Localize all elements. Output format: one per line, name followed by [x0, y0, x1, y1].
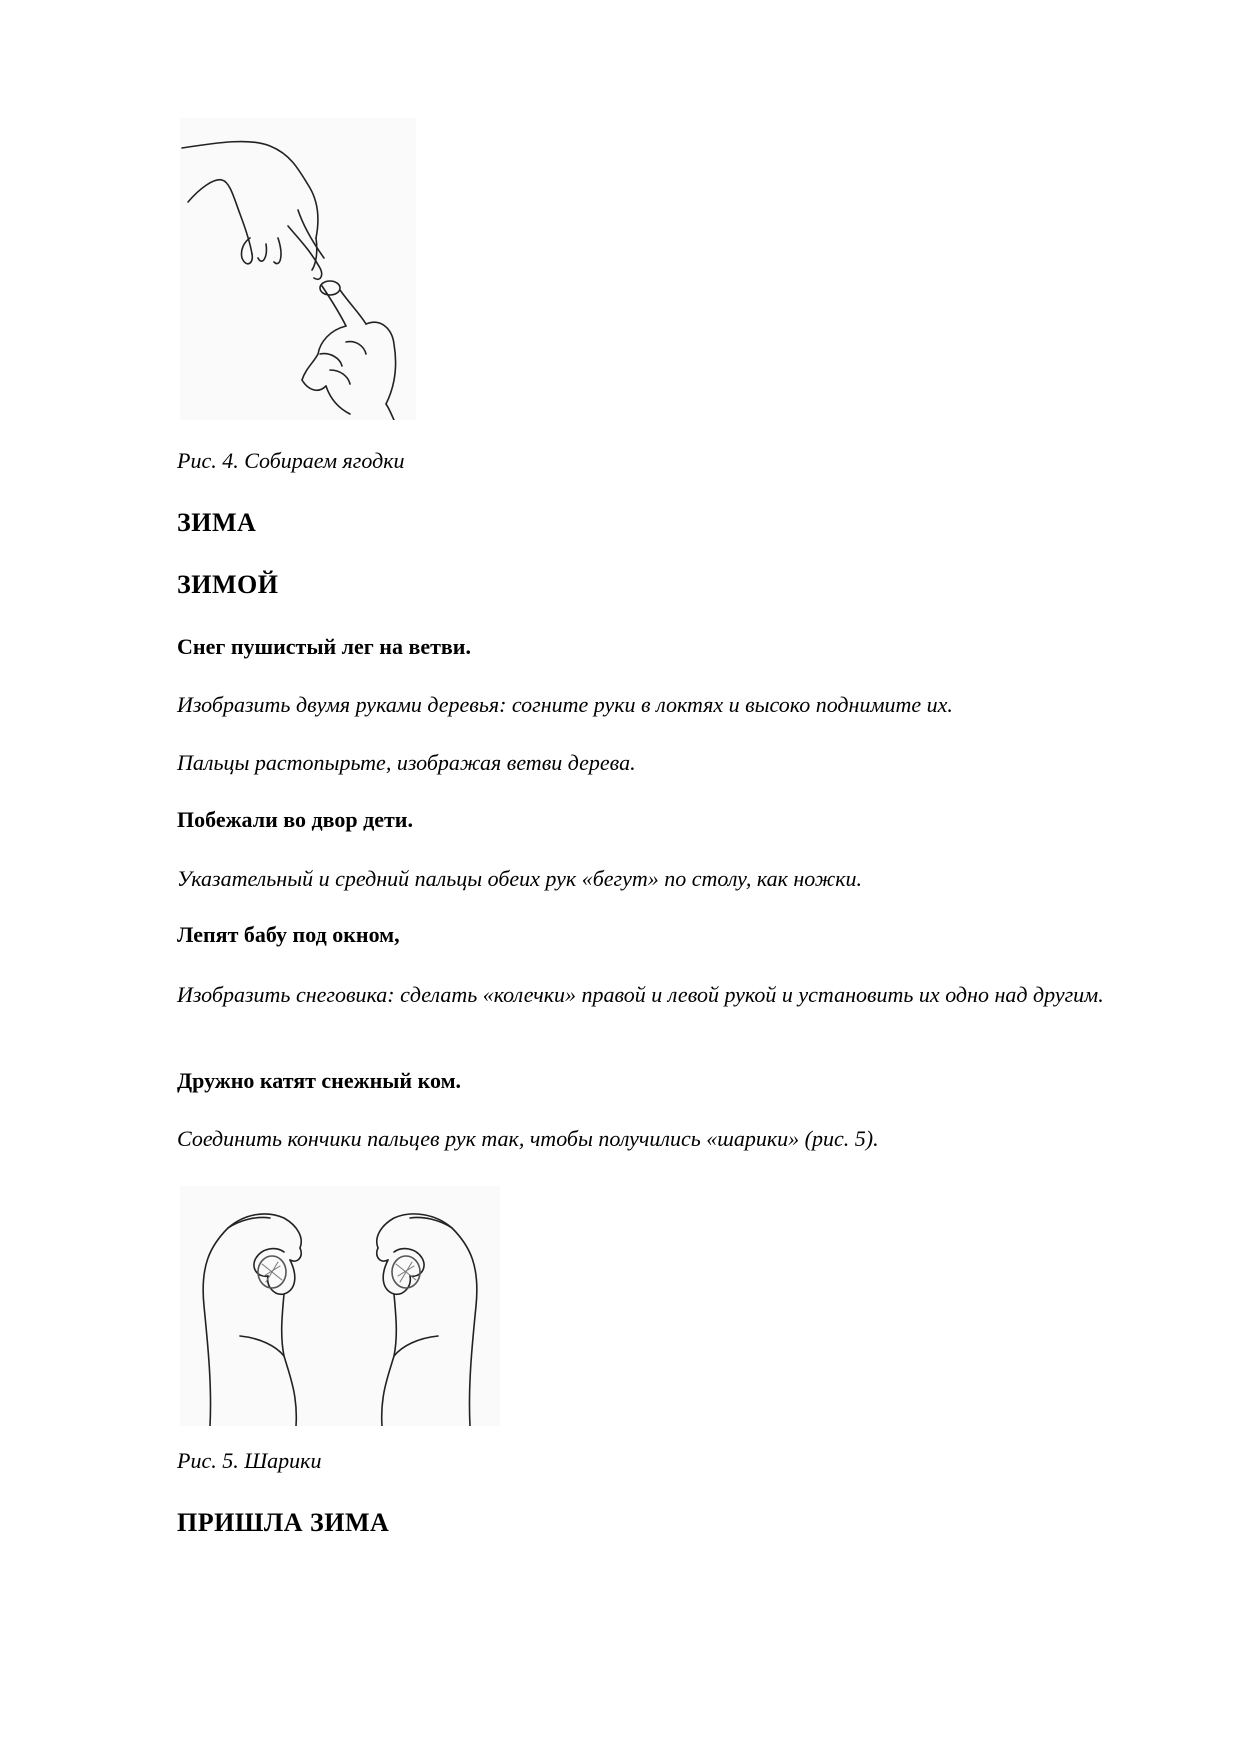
instruction-4: Изобразить снеговика: сделать «колечки» правой и левой рукой и установить их одно над другим.	[177, 982, 1104, 1007]
subsection-title: ЗИМОЙ	[177, 570, 279, 599]
figure-5-image	[180, 1186, 500, 1426]
verse-line-3: Лепят бабу под окном,	[177, 922, 400, 947]
verse-line-4: Дружно катят снежный ком.	[177, 1068, 462, 1093]
instruction-5: Соединить кончики пальцев рук так, чтобы получились «шарики» (рис. 5).	[177, 1126, 879, 1151]
figure-4-caption: Рис. 4. Собираем ягодки	[177, 448, 405, 473]
instruction-2: Пальцы растопырьте, изображая ветви дерева.	[177, 750, 636, 775]
section-title: ЗИМА	[177, 508, 257, 537]
instruction-3: Указательный и средний пальцы обеих рук «бегут» по столу, как ножки.	[177, 866, 862, 891]
next-section-title: ПРИШЛА ЗИМА	[177, 1508, 390, 1537]
instruction-1: Изобразить двумя руками деревья: согните руки в локтях и высоко поднимите их.	[177, 692, 953, 717]
verse-line-2: Побежали во двор дети.	[177, 807, 413, 832]
figure-5-caption: Рис. 5. Шарики	[177, 1448, 322, 1473]
figure-4-image	[180, 118, 416, 420]
verse-line-1: Снег пушистый лег на ветви.	[177, 634, 471, 659]
